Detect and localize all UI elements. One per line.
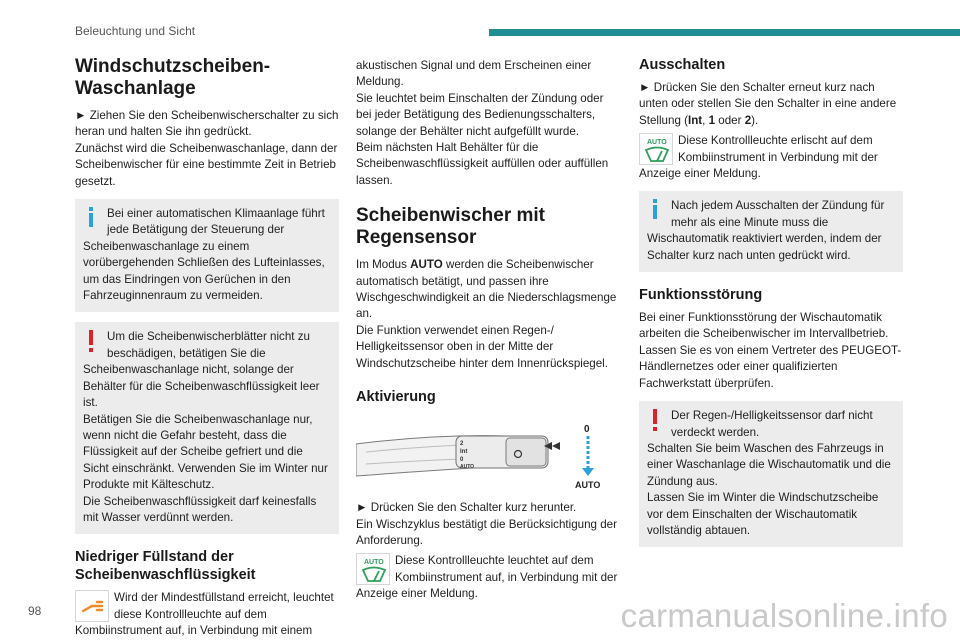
- info-ignition-lead: Nach jedem Ausschalten der Zündung für mehr als eine Minute muss die: [671, 199, 885, 229]
- washer-intro-text: ► Ziehen Sie den Scheibenwischerschalter zu sich heran und halten Sie ihn gedrückt. Zunächst wird die Scheibenwaschanlage, dann der Scheibenwischer für eine bestimmte Zeit in Betrieb gesetzt.: [75, 109, 339, 188]
- svg-text:2: 2: [460, 441, 464, 448]
- watermark: carmanualsonline.info: [620, 597, 948, 634]
- heading-malfunction: Funktionsstörung: [639, 287, 763, 304]
- svg-text:Int: Int: [460, 449, 468, 456]
- svg-text:0: 0: [460, 457, 464, 464]
- switch-off-text: ► Drücken Sie den Schalter erneut kurz nach unten oder stellen Sie den Schalter in eine andere Stellung (Int, 1 oder 2).: [639, 81, 897, 127]
- svg-text:AUTO: AUTO: [460, 464, 475, 471]
- heading-rain-sensor: Scheibenwischer mit Regensensor: [356, 205, 546, 249]
- warning-note-lead: Um die Scheibenwischerblätter nicht zu beschädigen, betätigen Sie die: [107, 330, 310, 360]
- column-middle: [356, 58, 618, 603]
- svg-text:AUTO: AUTO: [575, 480, 601, 491]
- warning-note-rest: Scheibenwaschanlage nicht, solange der Behälter für die Scheibenwaschflüssigkeit leer ist. Betätigen Sie die Scheibenwaschanlage nur, wenn nicht die Gefahr besteht, dass die Flüssigkeit auf der Scheibe gefriert und die Sicht einschränkt. Verwenden Sie im Winter nur Produkte mit Kälteschutz. Die Scheibenwaschflüssigkeit darf keinesfalls mit Wasser verdünnt werden.: [83, 363, 328, 524]
- svg-text:AUTO: AUTO: [647, 139, 667, 147]
- warning-note-sensor: [639, 401, 903, 547]
- svg-text:0: 0: [584, 424, 590, 436]
- off-lamp-rest: Anzeige einer Meldung.: [639, 167, 761, 181]
- column-left: [75, 56, 339, 640]
- warning-sensor-lead: Der Regen-/Helligkeitssensor darf nicht verdeckt werden.: [671, 409, 873, 439]
- auto-lamp-rest: Anzeige einer Meldung.: [356, 587, 478, 601]
- info-note-rest: Scheibenwaschanlage zu einem vorübergehenden Schließen des Lufteinlasses, um das Eindringen von Gerüchen in den Fahrzeuginnenraum zu vermeiden.: [83, 239, 325, 303]
- warning-sensor-rest: Schalten Sie beim Waschen des Fahrzeugs in einer Waschanlage die Wischautomatik und die Zündung aus. Lassen Sie im Winter die Windschutzscheibe vor dem Einschalten der Wischautomatik vollständig abtauen.: [647, 441, 891, 537]
- auto-mode-text: Im Modus AUTO werden die Scheibenwischer automatisch betätigt, und passen ihre Wischgeschwindigkeit an die Niederschlagsmenge an. Die Funktion verwendet einen Regen-/ Helligkeitssensor oben in der Mitte der Windschutzscheibe hinter dem Innenrückspiegel.: [356, 258, 617, 370]
- heading-switch-off: Ausschalten: [639, 57, 726, 73]
- heading-windshield-washer: Windschutzscheiben- Waschanlage: [75, 56, 271, 99]
- off-lamp-block: [639, 133, 903, 182]
- column-right: [639, 56, 903, 557]
- low-fluid-rest: Kombiinstrument auf, in Verbindung mit einem: [75, 624, 313, 638]
- low-fluid-lead: Wird der Mindestfüllstand erreicht, leuchtet diese Kontrollleuchte auf dem: [114, 591, 334, 621]
- auto-lamp-lead: Diese Kontrollleuchte leuchtet auf dem Kombiinstrument auf, in Verbindung mit der: [395, 554, 618, 584]
- info-note-ignition: [639, 191, 903, 272]
- info-icon: [83, 207, 103, 233]
- low-fluid-continuation: akustischen Signal und dem Erscheinen einer Meldung. Sie leuchtet beim Einschalten der Zündung oder bei jeder Betätigung des Bedienungsschalters, solange der Behälter nicht aufgefüllt wurde. Beim nächsten Halt Behälter für die Scheibenwaschflüssigkeit auffüllen oder auffüllen lassen.: [356, 59, 609, 187]
- info-note-lead: Bei einer automatischen Klimaanlage führt jede Betätigung der Steuerung der: [107, 207, 325, 237]
- auto-wiper-lamp-icon: [356, 553, 390, 585]
- malfunction-text: Bei einer Funktionsstörung der Wischautomatik arbeiten die Scheibenwischer im Intervallbetrieb. Lassen Sie es von einem Vertreter des PEUGEOT-Händlernetzes oder einer qualifizierten Fachwerkstatt überprüfen.: [639, 311, 902, 390]
- low-fluid-lamp-block: [75, 590, 339, 639]
- page-number: 98: [28, 604, 42, 618]
- wiper-stalk-illustration: [356, 412, 606, 490]
- heading-low-fluid: Niedriger Füllstand der Scheibenwaschflüssigkeit: [75, 549, 256, 584]
- svg-text:AUTO: AUTO: [364, 559, 384, 567]
- section-title: Beleuchtung und Sicht: [75, 24, 196, 38]
- info-ignition-rest: Wischautomatik reaktiviert werden, indem der Schalter kurz nach unten gedrückt wird.: [647, 232, 882, 262]
- washer-fluid-warning-icon: [75, 590, 109, 622]
- activation-text: ► Drücken Sie den Schalter kurz herunter. Ein Wischzyklus bestätigt die Berücksichtigung der Anforderung.: [356, 501, 617, 547]
- off-lamp-lead: Diese Kontrollleuchte erlischt auf dem Kombiinstrument in Verbindung mit der: [678, 134, 878, 164]
- info-note-climate: [75, 199, 339, 312]
- auto-lamp-block: [356, 553, 618, 602]
- warning-icon: [647, 409, 667, 435]
- warning-note-washer: [75, 322, 339, 534]
- heading-activation: Aktivierung: [356, 389, 436, 406]
- auto-wiper-off-lamp-icon: [639, 133, 673, 165]
- info-icon: [647, 199, 667, 225]
- warning-icon: [83, 330, 103, 356]
- header-accent-bar: [489, 29, 960, 36]
